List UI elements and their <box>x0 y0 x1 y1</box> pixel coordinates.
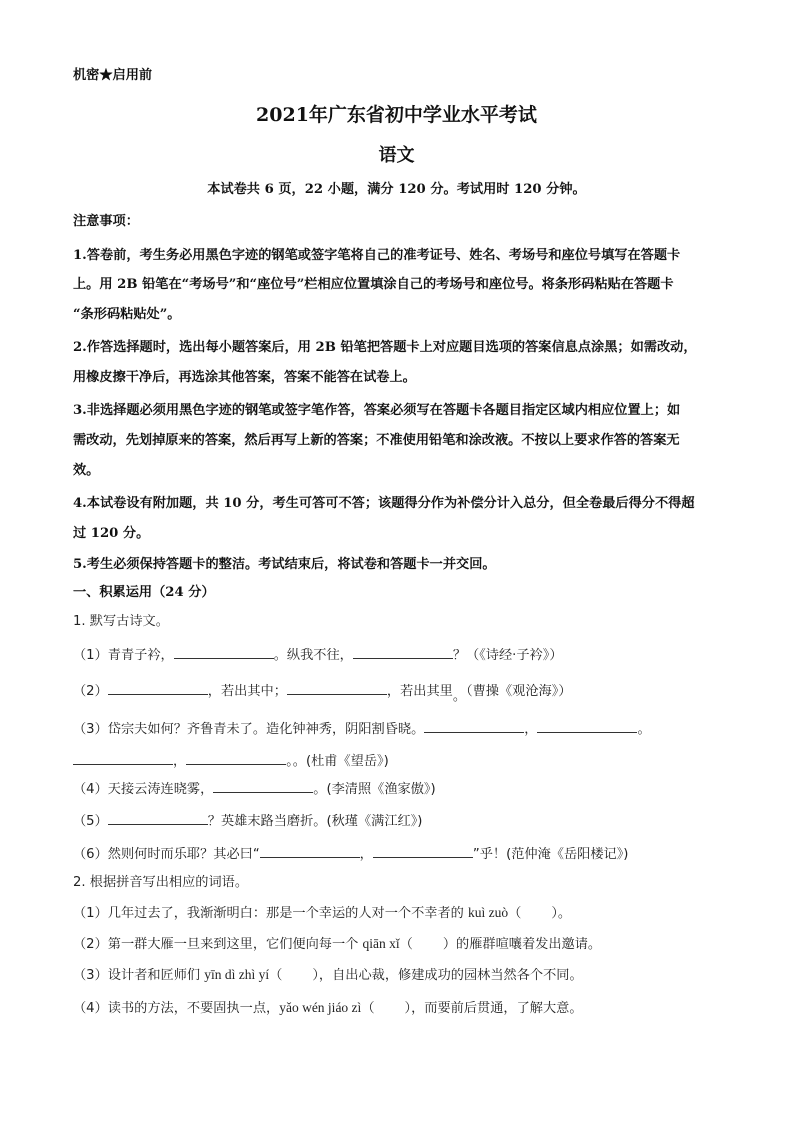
pinyin-text: kuì zuò <box>468 905 509 920</box>
q1-item-text: ， <box>524 722 538 737</box>
q1-item-2 <box>73 680 572 704</box>
q2-item-1 <box>73 904 571 923</box>
note-line: 3.非选择题必须用黑色字迹的钢笔或签字笔作答，答案必须写在答题卡各题目指定区域内相应位置上；如 <box>73 403 681 418</box>
exam-summary: 本试卷共 6 页，22 小题，满分 120 分。考试用时 120 分钟。 <box>207 182 586 197</box>
q2-item-2 <box>73 935 601 954</box>
question-2-prompt: 2. 根据拼音写出相应的词语。 <box>73 875 249 890</box>
answer-blank[interactable] <box>424 718 524 733</box>
pinyin-text: yǎo wén jiáo zì <box>279 1000 362 1015</box>
q1-item-text: （2） <box>73 684 108 699</box>
subject-title: 语文 <box>378 145 415 166</box>
q1-item-text: ， <box>173 754 187 769</box>
q1-item-text: ，若出其中； <box>207 684 287 699</box>
note-line: 2.作答选择题时，选出每小题答案后，用 2B 铅笔把答题卡上对应题目选项的答案信息点涂黑；如需改动， <box>73 340 697 355</box>
note-line: 4.本试卷设有附加题，共 10 分，考生可答可不答；该题得分作为补偿分计入总分，但全卷最后得分不得超 <box>73 496 695 511</box>
pinyin-text: qiān xǐ <box>362 936 400 951</box>
q1-item-text: ”乎！(范仲淹《岳阳楼记》) <box>472 847 629 862</box>
notes-heading: 注意事项： <box>73 214 139 229</box>
q2-item-4 <box>73 999 583 1018</box>
q2-item-text: ）的雁群喧嚷着发出邀请。 <box>442 937 602 952</box>
q2-item-text: ）。 <box>551 906 572 921</box>
answer-blank[interactable] <box>108 680 208 695</box>
note-line: “条形码粘贴处”。 <box>73 307 181 322</box>
q2-item-text: （ <box>361 1001 375 1016</box>
q1-item-text: ？（《诗经·子衿》） <box>452 648 563 663</box>
note-line: 1.答卷前，考生务必用黑色字迹的钢笔或签字笔将自己的准考证号、姓名、考场号和座位号填写在答题卡 <box>73 248 681 263</box>
q1-item-text: （1）青青子衿， <box>73 648 174 663</box>
q2-item-text: （1）几年过去了，我渐渐明白：那是一个幸运的人对一个不幸者的 <box>73 906 469 921</box>
answer-blank[interactable] <box>73 750 173 765</box>
answer-blank[interactable] <box>186 750 286 765</box>
q2-item-text: （ <box>508 906 522 921</box>
q1-item-text: ，若出其里 <box>386 684 453 699</box>
q2-item-3 <box>73 966 583 985</box>
q2-item-text: （ <box>399 937 413 952</box>
q2-item-text: （3）设计者和匠师们 <box>73 968 205 983</box>
q2-item-text: ），而要前后贯通，了解大意。 <box>404 1001 583 1016</box>
q1-item-text: 。。(杜甫《望岳》) <box>286 754 389 769</box>
q1-item-text: （4）天接云涛连晓雾， <box>73 782 214 797</box>
pinyin-text: yīn dì zhì yí <box>204 967 270 982</box>
q1-item-text: 。(李清照《渔家傲》) <box>313 782 436 797</box>
q1-item-text: （3）岱宗夫如何？齐鲁青未了。造化钟神秀，阴阳割昏晓。 <box>73 722 425 737</box>
q1-item-text: ？英雄末路当磨折。(秋瑾《满江红》) <box>207 814 423 829</box>
answer-blank[interactable] <box>213 778 313 793</box>
q2-item-text: （ <box>269 968 283 983</box>
q2-item-text: （4）读书的方法，不要固执一点， <box>73 1001 280 1016</box>
section-heading: 一、积累运用（24 分） <box>73 585 215 600</box>
note-line: 用橡皮擦干净后，再选涂其他答案，答案不能答在试卷上。 <box>73 370 416 385</box>
q1-item-3-cont <box>73 750 389 771</box>
answer-blank[interactable] <box>174 644 274 659</box>
question-1-prompt: 1. 默写古诗文。 <box>73 614 169 629</box>
answer-blank[interactable] <box>108 810 208 825</box>
q1-item-text: ， <box>359 847 373 862</box>
answer-blank[interactable] <box>260 843 360 858</box>
q1-item-4 <box>73 778 436 799</box>
q1-item-text: （6）然则何时而乐耶？其必曰“ <box>73 847 260 862</box>
q1-item-text: （曹操《观沧海》） <box>466 684 572 699</box>
q1-item-1 <box>73 644 563 665</box>
q1-item-5 <box>73 810 422 831</box>
q1-item-text: （5） <box>73 814 108 829</box>
answer-blank[interactable] <box>537 718 637 733</box>
q2-item-text: （2）第一群大雁一旦来到这里，它们便向每一个 <box>73 937 363 952</box>
note-line: 5.考生必须保持答题卡的整洁。考试结束后，将试卷和答题卡一并交回。 <box>73 557 496 572</box>
q1-item-text: 。纵我不往， <box>273 648 353 663</box>
confidential-label: 机密★启用前 <box>73 68 153 83</box>
note-line: 上。用 2B 铅笔在“考场号”和“座位号”栏相应位置填涂自己的考场号和座位号。将条形码粘贴在答题卡 <box>73 277 674 292</box>
note-line: 需改动，先划掉原来的答案，然后再写上新的答案；不准使用铅笔和涂改液。不按以上要求作答的答案无 <box>73 433 680 448</box>
answer-blank[interactable] <box>353 644 453 659</box>
answer-blank[interactable] <box>373 843 473 858</box>
note-line: 效。 <box>73 463 100 478</box>
q1-item-text: 。 <box>452 689 467 704</box>
q1-item-6 <box>73 843 628 864</box>
q2-item-text: ），自出心裁，修建成功的园林当然各个不同。 <box>312 968 583 983</box>
q1-item-text: 。 <box>637 722 651 737</box>
q1-item-3 <box>73 718 651 739</box>
answer-blank[interactable] <box>287 680 387 695</box>
exam-title: 2021年广东省初中学业水平考试 <box>256 104 537 126</box>
note-line: 过 120 分。 <box>73 526 150 541</box>
